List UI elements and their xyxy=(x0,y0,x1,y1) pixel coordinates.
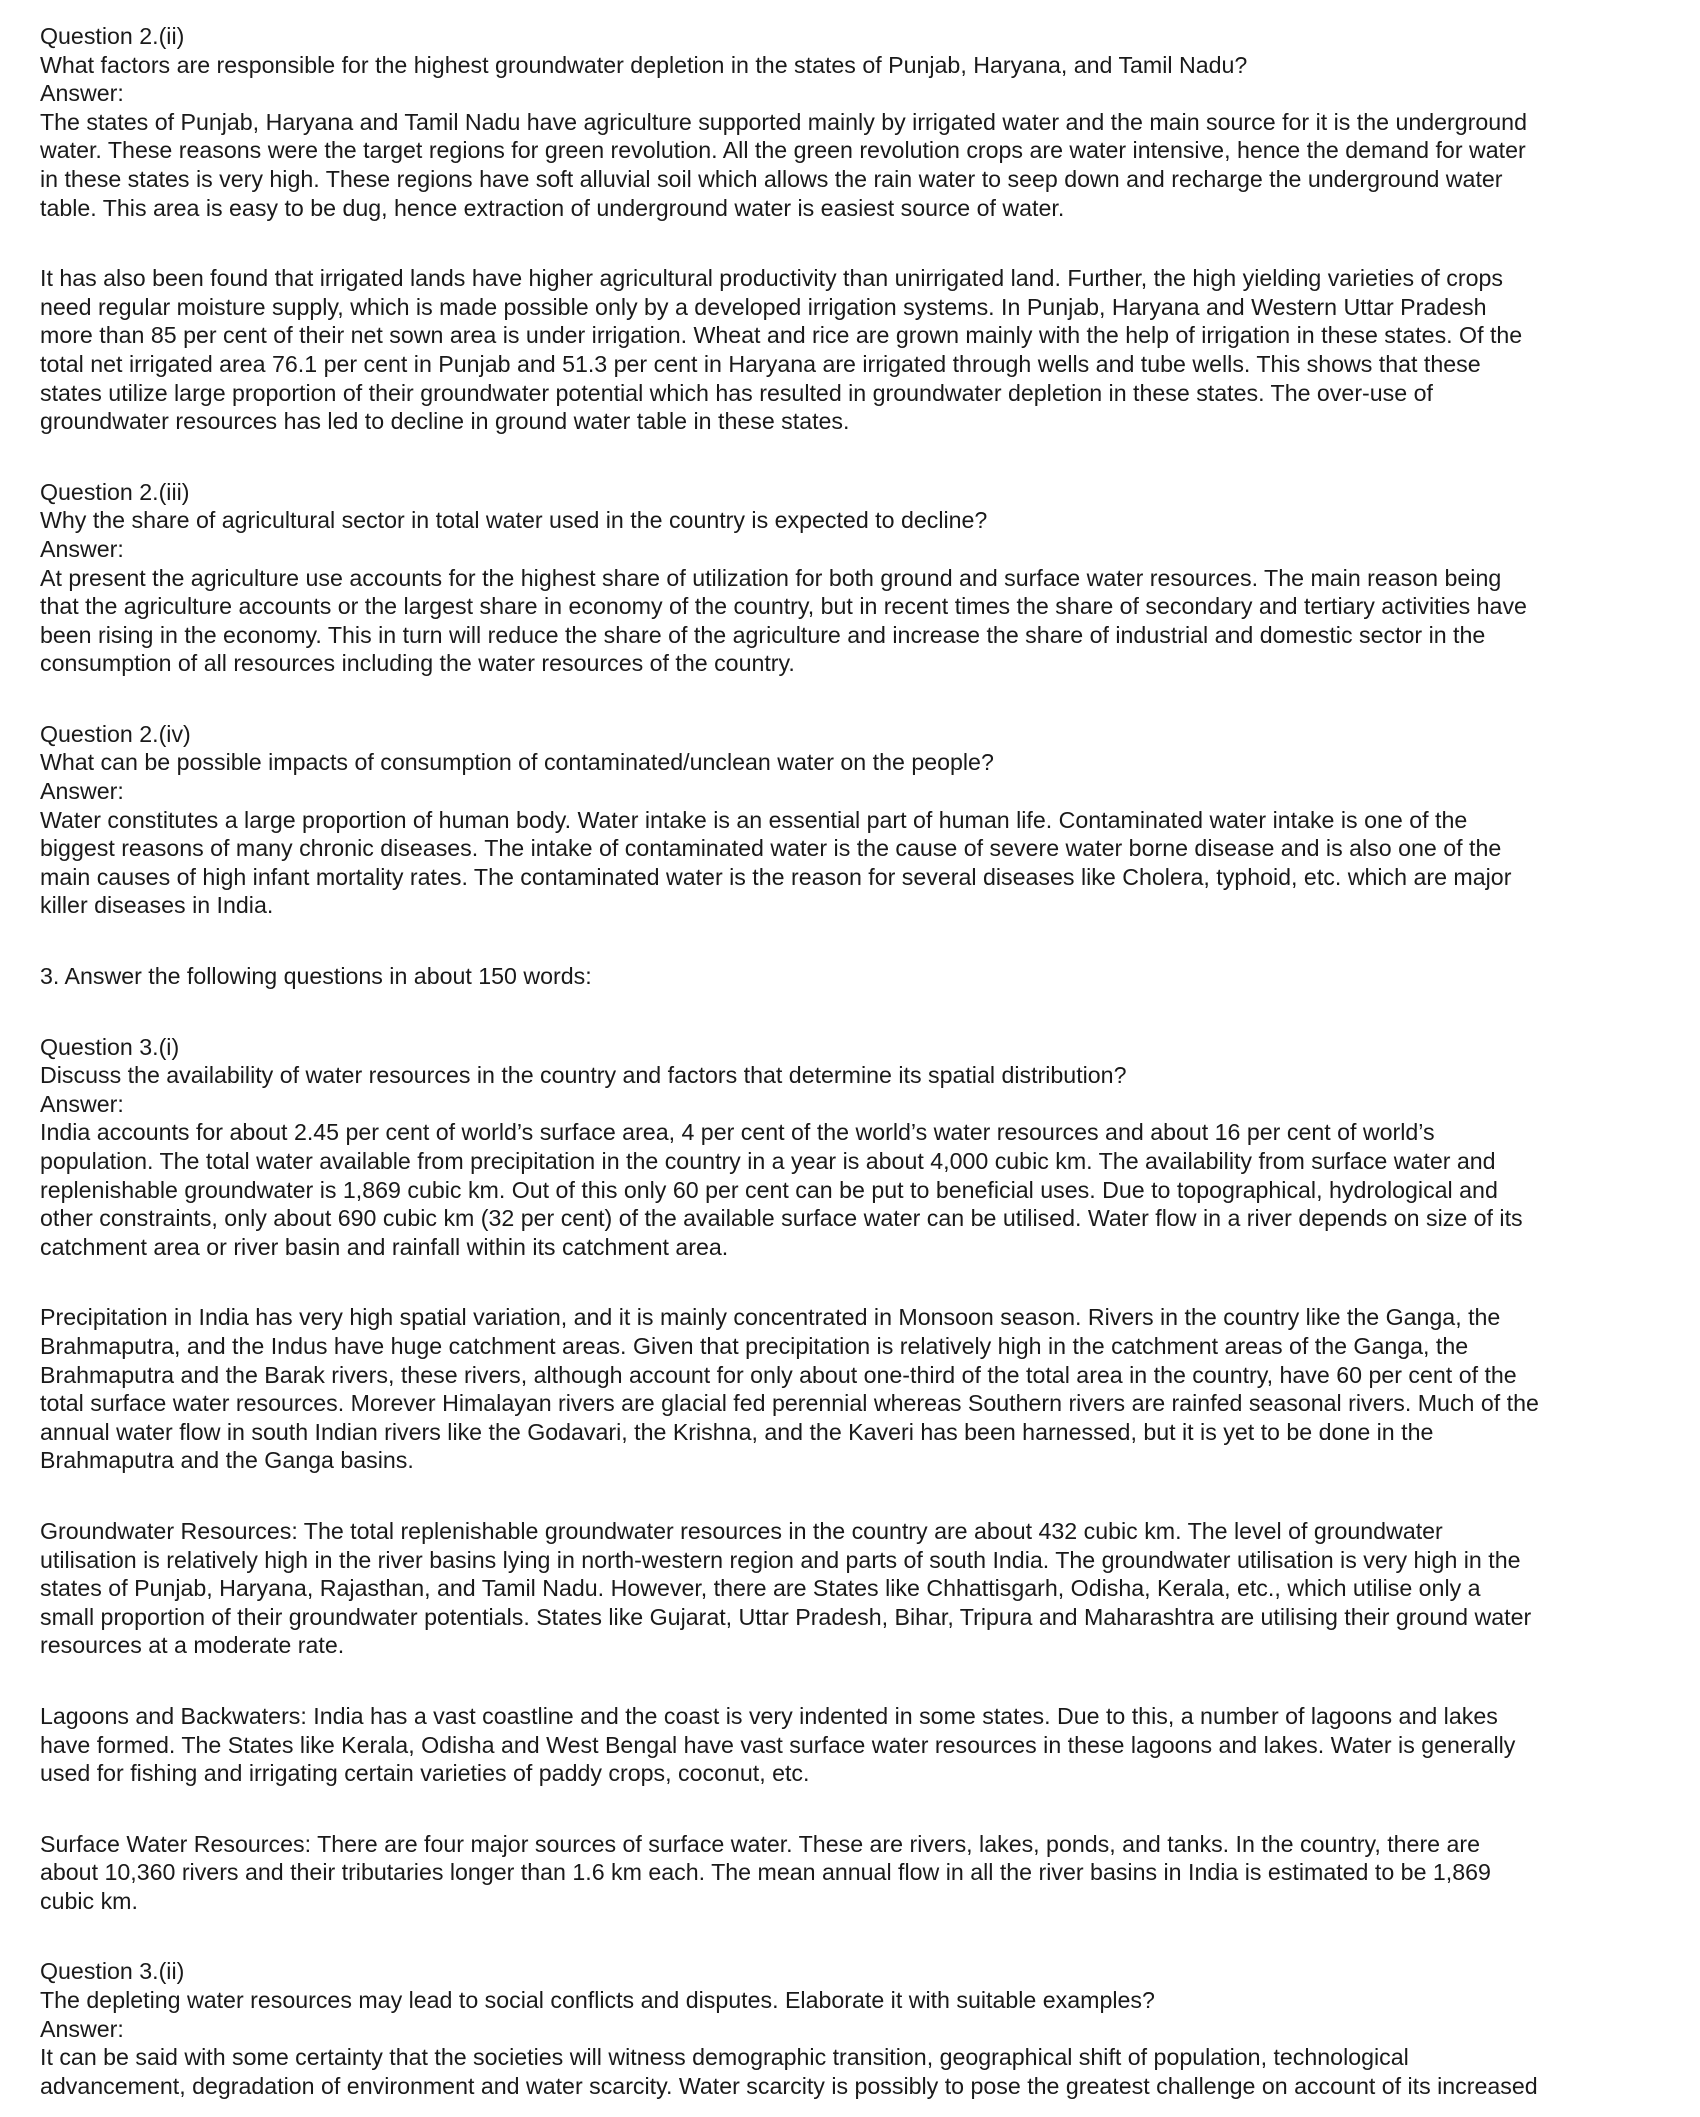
answer-paragraph xyxy=(40,108,1680,222)
text-line: resources at a moderate rate. xyxy=(40,1632,345,1659)
text-line: total net irrigated area 76.1 per cent in Punjab and 51.3 per cent in Haryana are irrigated through wells and tube wells. This shows that these xyxy=(40,350,1481,377)
answer-label: Answer: xyxy=(40,1090,124,1117)
question-label: Question 2.(iii) xyxy=(40,478,190,505)
question-2-ii xyxy=(40,22,1680,436)
question-text: Why the share of agricultural sector in total water used in the country is expected to decline? xyxy=(40,507,988,534)
answer-label: Answer: xyxy=(40,80,124,107)
text-line: need regular moisture supply, which is made possible only by a developed irrigation systems. In Punjab, Haryana and Western Uttar Pradesh xyxy=(40,293,1487,320)
answer-label: Answer: xyxy=(40,535,124,562)
text-line: advancement, degradation of environment and water scarcity. Water scarcity is possibly to pose the greatest challenge on account of its increased xyxy=(40,2072,1538,2099)
question-text: What factors are responsible for the highest groundwater depletion in the states of Punjab, Haryana, and Tamil Nadu? xyxy=(40,51,1248,78)
text-line: annual water flow in south Indian rivers like the Godavari, the Krishna, and the Kaveri has been harnessed, but it is yet to be done in the xyxy=(40,1418,1434,1445)
text-line: states of Punjab, Haryana, Rajasthan, and Tamil Nadu. However, there are States like Chhattisgarh, Odisha, Kerala, etc., which utilise only a xyxy=(40,1575,1481,1602)
text-line: been rising in the economy. This in turn will reduce the share of the agriculture and increase the share of industrial and domestic sector in the xyxy=(40,621,1486,648)
text-line: utilisation is relatively high in the river basins lying in north-western region and parts of south India. The groundwater utilisation is very high in the xyxy=(40,1546,1521,1573)
question-label: Question 3.(ii) xyxy=(40,1958,185,1985)
text-line: population. The total water available from precipitation in the country in a year is about 4,000 cubic km. The availability from surface water and xyxy=(40,1148,1496,1174)
question-3-i xyxy=(40,1033,1680,1916)
text-line: The states of Punjab, Haryana and Tamil Nadu have agriculture supported mainly by irrigated water and the main source for it is the underground xyxy=(40,108,1527,135)
question-2-iv xyxy=(40,720,1680,920)
answer-paragraph xyxy=(40,806,1680,920)
text-line: states utilize large proportion of their groundwater potential which has resulted in groundwater depletion in these states. The over-use of xyxy=(40,379,1433,406)
text-line: that the agriculture accounts or the largest share in economy of the country, but in recent times the share of secondary and tertiary activities have xyxy=(40,593,1527,620)
answer-label: Answer: xyxy=(40,778,124,805)
answer-paragraph xyxy=(40,264,1680,436)
text-line: table. This area is easy to be dug, hence extraction of underground water is easiest source of water. xyxy=(40,194,1065,221)
text-line: cubic km. xyxy=(40,1887,138,1914)
question-label: Question 3.(i) xyxy=(40,1033,180,1060)
text-line: total surface water resources. Morever Himalayan rivers are glacial fed perennial whereas Southern rivers are rainfed seasonal rivers. Much of the xyxy=(40,1390,1539,1417)
text-line: Brahmaputra and the Ganga basins. xyxy=(40,1447,414,1474)
text-line: other constraints, only about 690 cubic km (32 per cent) of the available surface water can be utilised. Water flow in a river depends on size of its xyxy=(40,1205,1523,1232)
text-line: Brahmaputra and the Barak rivers, these rivers, although account for only about one-third of the total area in the country, have 60 per cent of the xyxy=(40,1361,1517,1388)
text-line: Water constitutes a large proportion of human body. Water intake is an essential part of human life. Contaminated water intake is one of the xyxy=(40,806,1468,833)
text-line: more than 85 per cent of their net sown area is under irrigation. Wheat and rice are grown mainly with the help of irrigation in these states. Of the xyxy=(40,322,1523,349)
text-line: biggest reasons of many chronic diseases. The intake of contaminated water is the cause of severe water borne disease and is also one of the xyxy=(40,835,1502,862)
text-line: At present the agriculture use accounts for the highest share of utilization for both ground and surface water resources. The main reason being xyxy=(40,564,1502,591)
question-label: Question 2.(iv) xyxy=(40,720,191,747)
text-line: Brahmaputra, and the Indus have huge catchment areas. Given that precipitation is relatively high in the catchment areas of the Ganga, the xyxy=(40,1332,1469,1359)
document-page xyxy=(40,22,1680,2100)
text-line: Groundwater Resources: The total replenishable groundwater resources in the country are about 432 cubic km. The level of groundwater xyxy=(40,1517,1443,1544)
answer-paragraph xyxy=(40,1303,1680,1475)
text-line: It has also been found that irrigated lands have higher agricultural productivity than unirrigated land. Further, the high yielding varieties of crops xyxy=(40,265,1503,292)
text-line: Surface Water Resources: There are four major sources of surface water. These are rivers, lakes, ponds, and tanks. In the country, there are xyxy=(40,1830,1481,1857)
question-text: The depleting water resources may lead to social conflicts and disputes. Elaborate it with suitable examples? xyxy=(40,1987,1155,2014)
question-text: What can be possible impacts of consumption of contaminated/unclean water on the people? xyxy=(40,749,994,776)
text-line: used for fishing and irrigating certain varieties of paddy crops, coconut, etc. xyxy=(40,1760,810,1787)
question-label: Question 2.(ii) xyxy=(40,23,185,49)
section-3-heading: 3. Answer the following questions in about 150 words: xyxy=(40,963,592,990)
text-line: water. These reasons were the target regions for green revolution. All the green revolution crops are water intensive, hence the demand for water xyxy=(40,137,1526,164)
text-line: Lagoons and Backwaters: India has a vast coastline and the coast is very indented in some states. Due to this, a number of lagoons and lakes xyxy=(40,1702,1498,1729)
answer-label: Answer: xyxy=(40,2015,124,2042)
text-line: killer diseases in India. xyxy=(40,892,274,919)
text-line: in these states is very high. These regions have soft alluvial soil which allows the rain water to seep down and recharge the underground water xyxy=(40,165,1503,192)
answer-paragraph xyxy=(40,1830,1680,1916)
question-2-iii xyxy=(40,478,1680,678)
text-line: catchment area or river basin and rainfall within its catchment area. xyxy=(40,1233,729,1260)
text-line: small proportion of their groundwater potentials. States like Gujarat, Uttar Pradesh, Bihar, Tripura and Maharashtra are utilising their ground water xyxy=(40,1603,1532,1630)
answer-paragraph xyxy=(40,1702,1680,1788)
text-line: Precipitation in India has very high spatial variation, and it is mainly concentrated in Monsoon season. Rivers in the country like the Ganga, the xyxy=(40,1304,1501,1331)
text-line: consumption of all resources including the water resources of the country. xyxy=(40,650,795,677)
answer-paragraph xyxy=(40,2043,1680,2100)
answer-paragraph xyxy=(40,1118,1680,1261)
question-3-ii xyxy=(40,1957,1680,2100)
text-line: main causes of high infant mortality rates. The contaminated water is the reason for several diseases like Cholera, typhoid, etc. which are major xyxy=(40,863,1512,890)
text-line: about 10,360 rivers and their tributaries longer than 1.6 km each. The mean annual flow in all the river basins in India is estimated to be 1,869 xyxy=(40,1859,1491,1886)
question-text: Discuss the availability of water resources in the country and factors that determine its spatial distribution? xyxy=(40,1062,1127,1089)
text-line: have formed. The States like Kerala, Odisha and West Bengal have vast surface water resources in these lagoons and lakes. Water is generally xyxy=(40,1731,1516,1758)
text-line: India accounts for about 2.45 per cent of world’s surface area, 4 per cent of the world’s water resources and about 16 per cent of world’s xyxy=(40,1119,1435,1146)
text-line: It can be said with some certainty that the societies will witness demographic transition, geographical shift of population, technological xyxy=(40,2044,1409,2071)
text-line: groundwater resources has led to decline in ground water table in these states. xyxy=(40,408,850,435)
answer-paragraph xyxy=(40,564,1680,678)
answer-paragraph xyxy=(40,1517,1680,1660)
text-line: replenishable groundwater is 1,869 cubic km. Out of this only 60 per cent can be put to beneficial uses. Due to topographical, hydrological and xyxy=(40,1176,1498,1203)
